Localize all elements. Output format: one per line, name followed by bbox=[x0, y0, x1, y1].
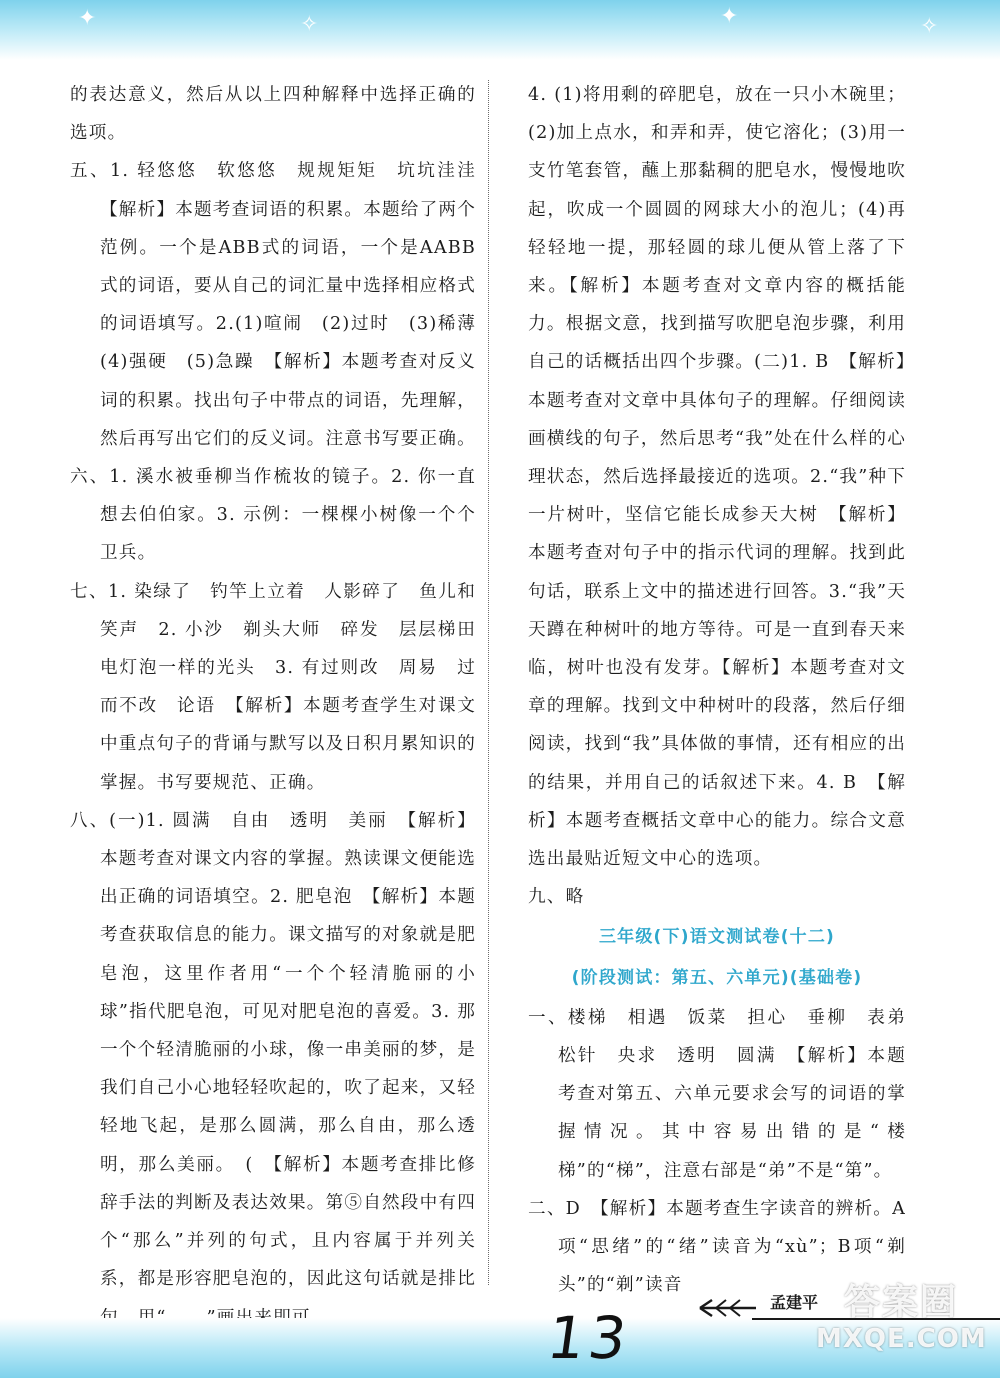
test-subtitle: (阶段测试：第五、六单元)(基础卷) bbox=[571, 967, 863, 988]
watermark-url: MXQE.COM bbox=[816, 1324, 987, 1354]
answer-paragraph-5: 五、1. 轻悠悠 软悠悠 规规矩矩 坑坑洼洼 【解析】本题考查词语的积累。本题给了两个范例。一个是ABB式的词语，一个是AABB式的词语，要从自己的词汇量中选择相应格式的词语填写。2.(1)喧闹 (2)过时 (3)稀薄 (4)强硬 (5)急躁 【解析】本题考查对反义词的积累。找出句子中带点的词语，先理解，然后再写出它们的反义词。注意书写要正确。 bbox=[70, 161, 495, 449]
test-title: 三年级(下)语文测试卷(十二) bbox=[598, 927, 836, 948]
handwritten-page-number: 13 bbox=[543, 1304, 635, 1372]
site-watermark bbox=[816, 1282, 986, 1366]
right-answer-column bbox=[528, 76, 925, 1305]
answer-paragraph-8-continued: 4. (1)将用剩的碎肥皂，放在一只小木碗里；(2)加上点水，和弄和弄，使它溶化；(3)用一支竹笔套管，蘸上那黏稠的肥皂水，慢慢地吹起，吹成一个圆圆的网球大小的泡儿；(4)再轻轻地一提，那轻圆的球儿便从管上落了下来。【解析】本题考查对文章内容的概括能力。根据文意，找到描写吹肥皂泡步骤，利用自己的话概括出四个步骤。(二)1. B 【解析】本题考查对文章中具体句子的理解。仔细阅读画横线的句子，然后思考“我”处在什么样的心理状态，然后选择最接近的选项。2.“我”种下一片树叶，坚信它能长成参天大树 【解析】本题考查对句子中的指示代词的理解。找到此句话，联系上文中的描述进行回答。3.“我”天天蹲在种树叶的地方等待。可是一直到春天来临，树叶也没有发芽。【解析】本题考查对文章的理解。找到文中种树叶的段落，然后仔细阅读，找到“我”具体做的事情，还有相应的出的结果，并用自己的话叙述下来。4. B 【解析】本题考查概括文章中心的能力。综合文意选出最贴近短文中心的选项。 bbox=[528, 85, 906, 870]
arrow-icon bbox=[698, 1296, 758, 1320]
answer-paragraph-9: 九、略 bbox=[528, 887, 585, 908]
watermark-logo-text: 答案圈 bbox=[843, 1282, 958, 1323]
test-answer-1: 一、楼梯 相遇 饭菜 担心 垂柳 表弟 松针 央求 透明 圆满 【解析】本题考查对第五、六单元要求会写的词语的掌握情况。其中容易出错的是“楼梯”的“梯”，注意右部是“弟”不是“第”。 bbox=[528, 1007, 925, 1181]
top-decorative-band bbox=[0, 0, 1000, 60]
answer-paragraph-7: 七、1. 染绿了 钓竿上立着 人影碎了 鱼儿和笑声 2. 小沙 剃头大师 碎发 层层梯田 电灯泡一样的光头 3. 有过则改 周易 过而不改 论语 【解析】本题考查学生对课文中重点句子的背诵与默写以及日积月累知识的掌握。书写要规范、正确。 bbox=[70, 581, 495, 793]
answer-paragraph-6: 六、1. 溪水被垂柳当作梳妆的镜子。2. 你一直想去伯伯家。3. 示例：一棵棵小树像一个个卫兵。 bbox=[70, 467, 476, 564]
sparkle-icon: ✧ bbox=[300, 12, 319, 37]
answer-paragraph-8: 八、(一)1. 圆满 自由 透明 美丽 【解析】本题考查对课文内容的掌握。熟读课文便能选出正确的词语填空。2. 肥皂泡 【解析】本题考查获取信息的能力。课文描写的对象就是肥皂泡，这里作者用“一个个轻清脆丽的小球”指代肥皂泡，可见对肥皂泡的喜爱。3. 那一个个轻清脆丽的小球，像一串美丽的梦，是我们自己小心地轻轻吹起的，吹了起来，又轻轻地飞起，是那么圆满，那么自由，那么透明，那么美丽。 ( 【解析】本题考查排比修辞手法的判断及表达效果。第⑤自然段中有四个“那么”并列的句式，且内容属于并列关系，都是形容肥皂泡的，因此这句话就是排比 bbox=[70, 810, 476, 1290]
footer-brand: 孟建平 bbox=[770, 1293, 819, 1312]
test-answer-2: 二、D 【解析】本题考查生字读音的辨析。A项“思绪”的“绪”读音为“xù”；B项“剃头”的“剃”读音 bbox=[528, 1198, 906, 1296]
sparkle-icon: ✦ bbox=[720, 4, 739, 29]
answer-paragraph: 的表达意义，然后从以上四种解释中选择正确的选项。 bbox=[70, 85, 476, 144]
left-answer-column bbox=[70, 76, 495, 1337]
sparkle-icon: ✧ bbox=[920, 14, 939, 39]
sparkle-icon: ✦ bbox=[78, 6, 97, 31]
column-divider bbox=[488, 80, 489, 1285]
